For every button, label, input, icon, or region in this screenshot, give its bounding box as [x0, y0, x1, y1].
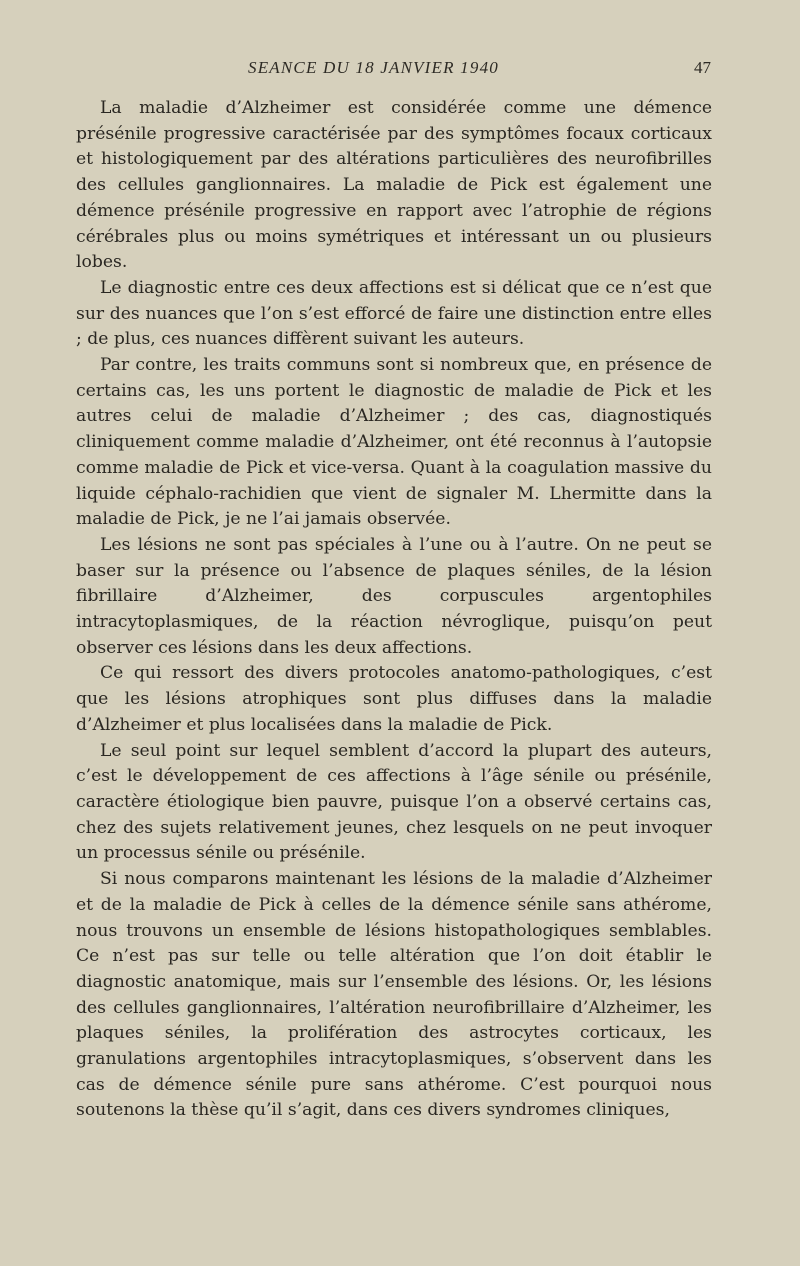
paragraph: Le diagnostic entre ces deux affections est si délicat que ce n’est que sur des nuances que l’on s’est efforcé de faire une distinction entre elles ; de plus, ces nuances diffèrent suivant les auteurs.	[76, 277, 712, 350]
paragraph: Le seul point sur lequel semblent d’accord la plupart des auteurs, c’est le développement de ces affections à l’âge sénile ou présénile, caractère étiologique bien pauvre, puisque l’on a observé certains cas, chez des sujets relativement jeunes, chez lesquels on ne peut invoquer un processus sénile ou présénile.	[76, 740, 712, 864]
paragraph: La maladie d’Alzheimer est considérée comme une démence présénile progressive caractérisée par des symptômes focaux corticaux et histologiquement par des altérations particulières des neurofibrilles des cellules ganglionnaires. La maladie de Pick est également une démence présénile progressive en rapport avec l’atrophie de régions cérébrales plus ou moins symétriques et intéressant un ou plusieurs lobes.	[76, 98, 712, 273]
paragraph: Si nous comparons maintenant les lésions de la maladie d’Alzheimer et de la maladie de Pick à celles de la démence sénile sans athérome, nous trouvons un ensemble de lésions histopathologiques semblables. Ce n’est pas sur telle ou telle altération que l’on doit établir le diagnostic anatomique, mais sur l’ensemble des lésions. Or, les lésions des cellules ganglionnaires, l’altération neurofibrillaire d’Alzheimer, les plaques séniles, la prolifération des astrocytes corticaux, les granulations argentophiles intracytoplasmiques, s’observent dans les cas de démence sénile pure sans athérome. C’est pourquoi nous soutenons la thèse qu’il s’agit, dans ces divers syndromes cliniques,	[76, 869, 712, 1121]
paragraph: Les lésions ne sont pas spéciales à l’une ou à l’autre. On ne peut se baser sur la présence ou l’absence de plaques séniles, de la lésion fibrillaire d’Alzheimer, des corpuscules argentophiles intracytoplasmiques, de la réaction névroglique, puisqu’on peut observer ces lésions dans les deux affections.	[76, 534, 712, 658]
body-text	[76, 96, 712, 1124]
page-number: 47	[694, 58, 711, 77]
header-title: SEANCE DU 18 JANVIER 1940	[248, 58, 499, 77]
running-header	[0, 58, 800, 82]
paragraph: Ce qui ressort des divers protocoles anatomo-pathologiques, c’est que les lésions atrophiques sont plus diffuses dans la maladie d’Alzheimer et plus localisées dans la maladie de Pick.	[76, 663, 712, 735]
paragraph: Par contre, les traits communs sont si nombreux que, en présence de certains cas, les uns portent le diagnostic de maladie de Pick et les autres celui de maladie d’Alzheimer ; des cas, diagnostiqués cliniquement comme maladie d’Alzheimer, ont été reconnus à l’autopsie comme maladie de Pick et vice-versa. Quant à la coagulation massive du liquide céphalo-rachidien que vient de signaler M. Lhermitte dans la maladie de Pick, je ne l’ai jamais observée.	[76, 355, 712, 530]
